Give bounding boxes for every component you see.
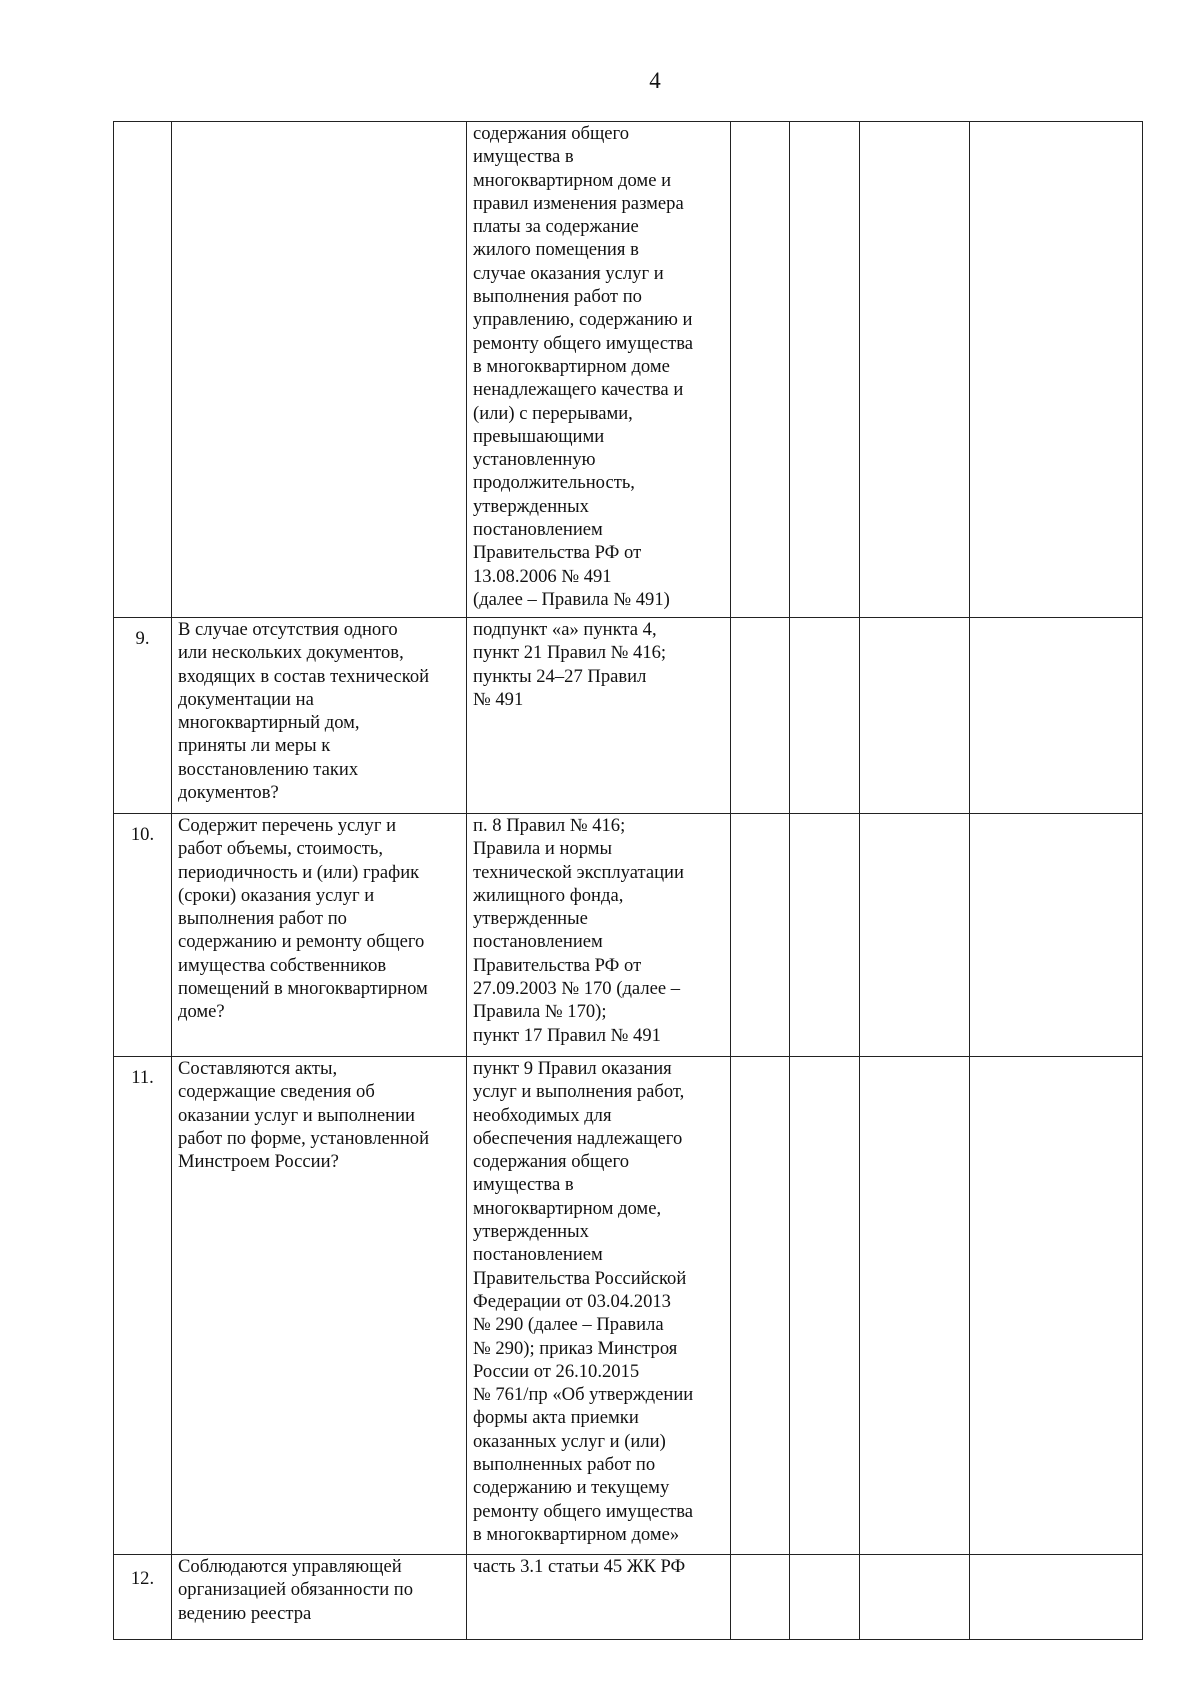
checklist-table bbox=[113, 121, 1143, 1640]
notes-cell bbox=[970, 1057, 1143, 1555]
question-cell: Содержит перечень услуг и работ объемы, стоимость, периодичность и (или) график (сроки) оказания услуг и выполнения работ по содержанию и ремонту общего имущества собственников помещений в многоквартирном доме? bbox=[172, 814, 467, 1057]
reference-cell: содержания общего имущества в многоквартирном доме и правил изменения размера платы за содержание жилого помещения в случае оказания услуг и выполнения работ по управлению, содержанию и ремонту общего имущества в многоквартирном доме ненадлежащего качества и (или) с перерывами, превышающими установленную продолжительность, утвержденных постановлением Правительства РФ от 13.08.2006 № 491 (далее – Правила № 491) bbox=[467, 122, 731, 618]
row-number: 9. bbox=[114, 618, 172, 814]
answer-yes-cell bbox=[731, 1057, 790, 1555]
question-cell: Соблюдаются управляющей организацией обязанности по ведению реестра bbox=[172, 1555, 467, 1640]
answer-na-cell bbox=[860, 618, 970, 814]
table-row bbox=[114, 1057, 1143, 1555]
answer-no-cell bbox=[790, 1057, 860, 1555]
answer-yes-cell bbox=[731, 1555, 790, 1640]
row-number bbox=[114, 122, 172, 618]
answer-na-cell bbox=[860, 814, 970, 1057]
row-number: 12. bbox=[114, 1555, 172, 1640]
notes-cell bbox=[970, 1555, 1143, 1640]
reference-cell: подпункт «а» пункта 4, пункт 21 Правил № 416; пункты 24–27 Правил № 491 bbox=[467, 618, 731, 814]
answer-no-cell bbox=[790, 1555, 860, 1640]
answer-no-cell bbox=[790, 618, 860, 814]
reference-cell: пункт 9 Правил оказания услуг и выполнения работ, необходимых для обеспечения надлежащего содержания общего имущества в многоквартирном доме, утвержденных постановлением Правительства Российской Федерации от 03.04.2013 № 290 (далее – Правила № 290); приказ Минстроя России от 26.10.2015 № 761/пр «Об утверждении формы акта приемки оказанных услуг и (или) выполненных работ по содержанию и текущему ремонту общего имущества в многоквартирном доме» bbox=[467, 1057, 731, 1555]
answer-yes-cell bbox=[731, 814, 790, 1057]
table-row bbox=[114, 814, 1143, 1057]
notes-cell bbox=[970, 814, 1143, 1057]
row-number: 11. bbox=[114, 1057, 172, 1555]
answer-na-cell bbox=[860, 1555, 970, 1640]
answer-na-cell bbox=[860, 122, 970, 618]
answer-no-cell bbox=[790, 122, 860, 618]
question-cell: Составляются акты, содержащие сведения об оказании услуг и выполнении работ по форме, установленной Минстроем России? bbox=[172, 1057, 467, 1555]
table-row bbox=[114, 1555, 1143, 1640]
table-row bbox=[114, 618, 1143, 814]
question-cell bbox=[172, 122, 467, 618]
notes-cell bbox=[970, 122, 1143, 618]
answer-no-cell bbox=[790, 814, 860, 1057]
answer-yes-cell bbox=[731, 618, 790, 814]
answer-yes-cell bbox=[731, 122, 790, 618]
reference-cell: часть 3.1 статьи 45 ЖК РФ bbox=[467, 1555, 731, 1640]
answer-na-cell bbox=[860, 1057, 970, 1555]
reference-cell: п. 8 Правил № 416; Правила и нормы технической эксплуатации жилищного фонда, утвержденные постановлением Правительства РФ от 27.09.2003 № 170 (далее – Правила № 170); пункт 17 Правил № 491 bbox=[467, 814, 731, 1057]
question-cell: В случае отсутствия одного или нескольких документов, входящих в состав технической документации на многоквартирный дом, приняты ли меры к восстановлению таких документов? bbox=[172, 618, 467, 814]
page-number: 4 bbox=[649, 68, 661, 93]
row-number: 10. bbox=[114, 814, 172, 1057]
table-row bbox=[114, 122, 1143, 618]
notes-cell bbox=[970, 618, 1143, 814]
